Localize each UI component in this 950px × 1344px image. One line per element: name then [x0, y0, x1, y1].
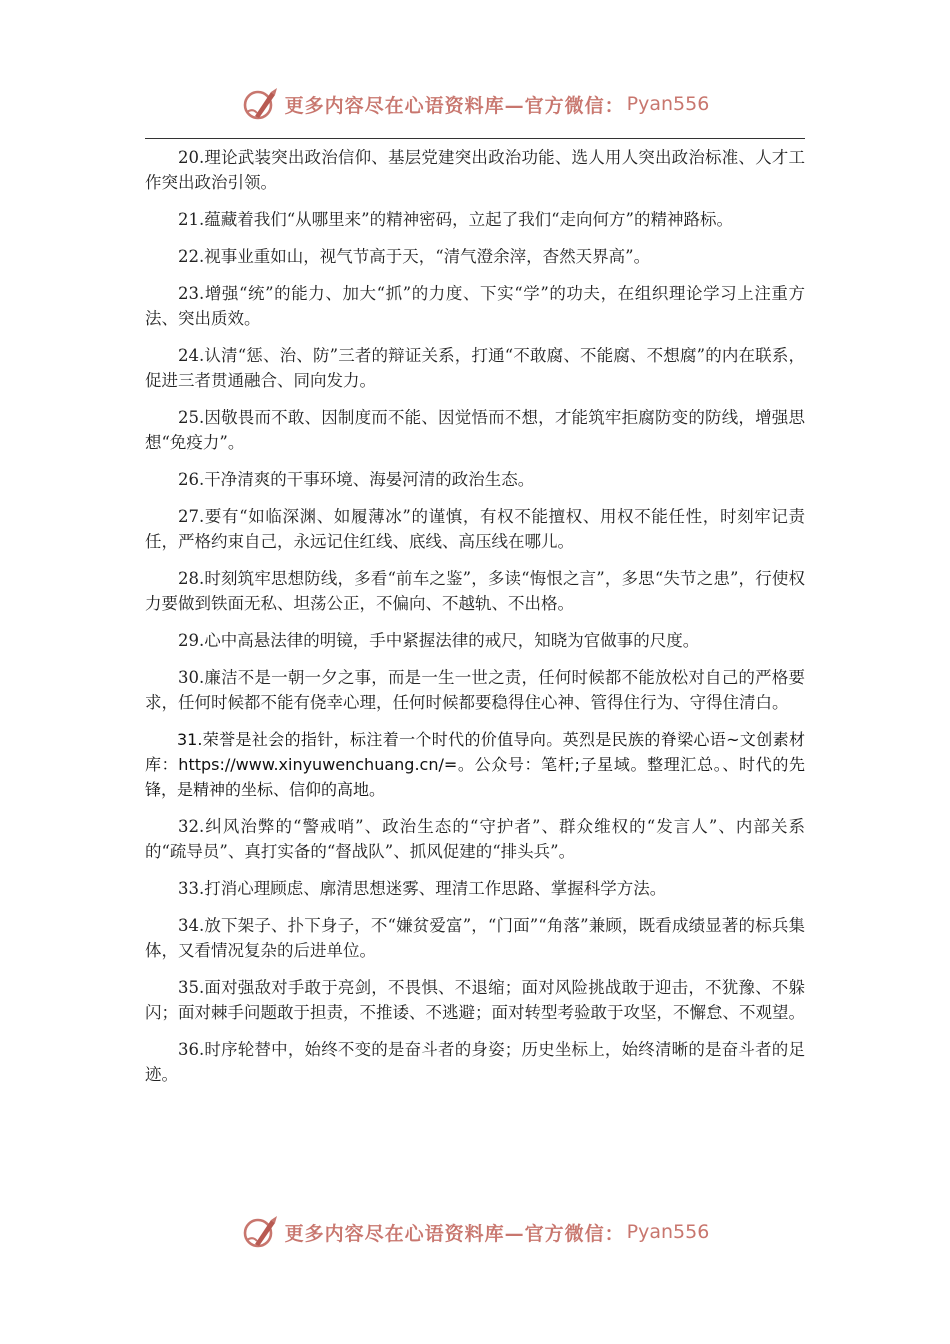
pen-nib-circle-icon [241, 86, 281, 122]
header-text: 更多内容尽在心语资料库—官方微信： [284, 94, 625, 117]
paragraph: 32.纠风治弊的“警戒哨”、政治生态的“守护者”、群众维权的“发言人”、内部关系的“疏导员”、真打实备的“督战队”、抓风促建的“排头兵”。 [145, 817, 805, 861]
footer-text: 更多内容尽在心语资料库—官方微信： [284, 1222, 625, 1245]
header-divider [145, 138, 805, 139]
paragraph-with-source-note: 31.荣誉是社会的指针，标注着一个时代的价值导向。英烈是民族的脊梁心语~文创素材库：https://www.xinyuwenchuang.cn/=。公众号：笔杆;子星域。整理汇总。、时代的先锋，是精神的坐标、信仰的高地。 [145, 730, 805, 799]
paragraph: 25.因敬畏而不敢、因制度而不能、因觉悟而不想，才能筑牢拒腐防变的防线，增强思想“免疫力”。 [145, 408, 805, 452]
pen-nib-circle-icon [241, 1214, 281, 1250]
paragraph: 34.放下架子、扑下身子，不“嫌贫爱富”，“门面”“角落”兼顾，既看成绩显著的标兵集体，又看情况复杂的后进单位。 [145, 916, 805, 960]
paragraph: 35.面对强敌对手敢于亮剑，不畏惧、不退缩；面对风险挑战敢于迎击，不犹豫、不躲闪；面对棘手问题敢于担责，不推诿、不逃避；面对转型考验敢于攻坚，不懈怠、不观望。 [145, 978, 805, 1022]
header-wechat-id: Pyan556 [626, 93, 710, 115]
footer-banner [0, 1212, 950, 1252]
paragraph: 21.蕴藏着我们“从哪里来”的精神密码，立起了我们“走向何方”的精神路标。 [178, 210, 733, 229]
header-banner [0, 84, 950, 124]
paragraph: 28.时刻筑牢思想防线，多看“前车之鉴”，多读“悔恨之言”，多思“失节之患”，行使权力要做到铁面无私、坦荡公正，不偏向、不越轨、不出格。 [145, 569, 805, 613]
paragraph: 26.干净清爽的干事环境、海晏河清的政治生态。 [178, 470, 535, 489]
paragraph: 20.理论武装突出政治信仰、基层党建突出政治功能、选人用人突出政治标准、人才工作突出政治引领。 [145, 148, 805, 192]
paragraph: 24.认清“惩、治、防”三者的辩证关系，打通“不敢腐、不能腐、不想腐”的内在联系，促进三者贯通融合、同向发力。 [145, 346, 805, 390]
paragraph: 36.时序轮替中，始终不变的是奋斗者的身姿；历史坐标上，始终清晰的是奋斗者的足迹。 [145, 1040, 805, 1084]
paragraph: 30.廉洁不是一朝一夕之事，而是一生一世之责，任何时候都不能放松对自己的严格要求，任何时候都不能有侥幸心理，任何时候都要稳得住心神、管得住行为、守得住清白。 [145, 668, 805, 712]
paragraph: 27.要有“如临深渊、如履薄冰”的谨慎，有权不能擅权、用权不能任性，时刻牢记责任，严格约束自己，永远记住红线、底线、高压线在哪儿。 [145, 507, 805, 551]
paragraph: 22.视事业重如山，视气节高于天，“清气澄余滓，杳然天界高”。 [178, 247, 651, 266]
footer-wechat-id: Pyan556 [626, 1221, 710, 1243]
paragraph: 23.增强“统”的能力、加大“抓”的力度、下实“学”的功夫，在组织理论学习上注重方法、突出质效。 [145, 284, 805, 328]
document-body [145, 145, 805, 1099]
paragraph: 29.心中高悬法律的明镜，手中紧握法律的戒尺，知晓为官做事的尺度。 [178, 631, 700, 650]
paragraph: 33.打消心理顾虑、廓清思想迷雾、理清工作思路、掌握科学方法。 [178, 879, 667, 898]
